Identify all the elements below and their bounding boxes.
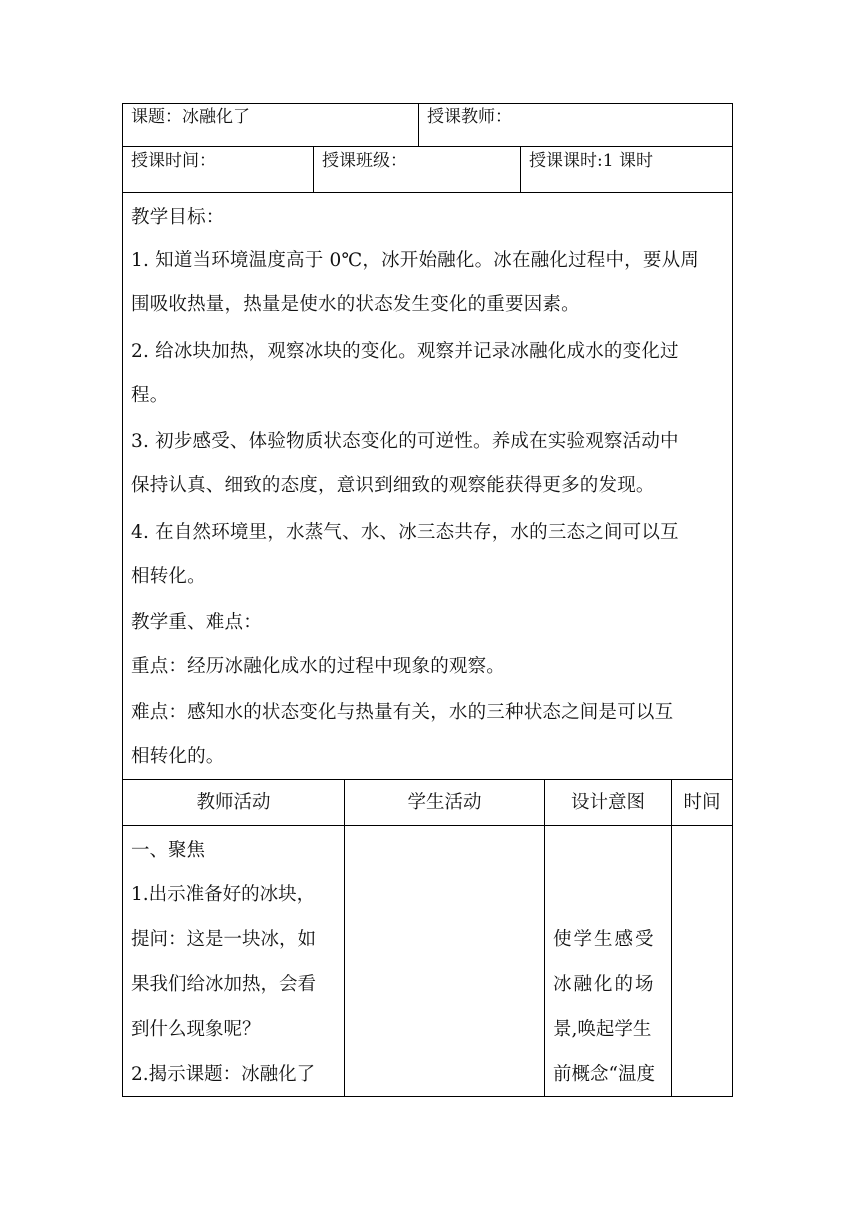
class-time-label: 授课时间： — [131, 151, 216, 171]
teacher-label: 授课教师： — [427, 107, 512, 127]
objective-line: 保持认真、细致的态度，意识到细致的观察能获得更多的发现。 — [131, 475, 655, 496]
col-divider-r1 — [418, 103, 419, 147]
col-divider-act-1 — [344, 779, 345, 1097]
design-intent-line: 使学生感受 — [553, 929, 656, 950]
teacher-activity-line: 提问：这是一块冰，如 — [131, 929, 317, 950]
header-time: 时间 — [683, 792, 721, 813]
topic-label: 课题：冰融化了 — [131, 107, 250, 127]
key-points-heading: 教学重、难点： — [131, 612, 262, 633]
table-border-right — [732, 103, 733, 1097]
table-border-top — [122, 103, 733, 104]
col-divider-act-3 — [671, 779, 672, 1097]
row-divider-4 — [122, 825, 733, 826]
class-hours-label: 授课课时:1 课时 — [529, 151, 653, 171]
key-point-line: 重点：经历冰融化成水的过程中现象的观察。 — [131, 656, 506, 677]
class-name-label: 授课班级： — [322, 151, 407, 171]
row-divider-1 — [122, 146, 733, 147]
objective-line: 4. 在自然环境里，水蒸气、水、冰三态共存，水的三态之间可以互 — [131, 522, 679, 543]
objective-line: 2. 给冰块加热，观察冰块的变化。观察并记录冰融化成水的变化过 — [131, 341, 679, 362]
objective-line: 3. 初步感受、体验物质状态变化的可逆性。养成在实验观察活动中 — [131, 431, 679, 452]
table-border-bottom — [122, 1096, 733, 1097]
header-teacher-activity: 教师活动 — [196, 792, 271, 813]
col-divider-r2a — [313, 146, 314, 193]
col-divider-r2b — [520, 146, 521, 193]
objective-line: 程。 — [131, 385, 169, 406]
design-intent-line: 前概念“温度 — [553, 1064, 655, 1085]
difficulty-line: 相转化的。 — [131, 746, 225, 767]
header-student-activity: 学生活动 — [407, 792, 482, 813]
objective-line: 相转化。 — [131, 566, 206, 587]
teacher-activity-line: 2.揭示课题：冰融化了 — [131, 1064, 316, 1085]
row-divider-3 — [122, 779, 733, 780]
objective-line: 1. 知道当环境温度高于 0℃，冰开始融化。冰在融化过程中，要从周 — [131, 250, 699, 271]
teacher-activity-line: 果我们给冰加热，会看 — [131, 974, 317, 995]
table-border-left — [122, 103, 123, 1097]
teacher-activity-line: 一、聚焦 — [131, 840, 206, 861]
design-intent-line: 冰融化的场 — [553, 974, 656, 995]
row-divider-2 — [122, 192, 733, 193]
difficulty-line: 难点：感知水的状态变化与热量有关，水的三种状态之间是可以互 — [131, 702, 674, 723]
objective-line: 围吸收热量，热量是使水的状态发生变化的重要因素。 — [131, 294, 580, 315]
header-design-intent: 设计意图 — [570, 792, 645, 813]
teacher-activity-line: 到什么现象呢？ — [131, 1019, 261, 1040]
design-intent-line: 景,唤起学生 — [553, 1019, 652, 1040]
teacher-activity-line: 1.出示准备好的冰块， — [131, 884, 316, 905]
col-divider-act-2 — [544, 779, 545, 1097]
objectives-heading: 教学目标： — [131, 207, 225, 228]
